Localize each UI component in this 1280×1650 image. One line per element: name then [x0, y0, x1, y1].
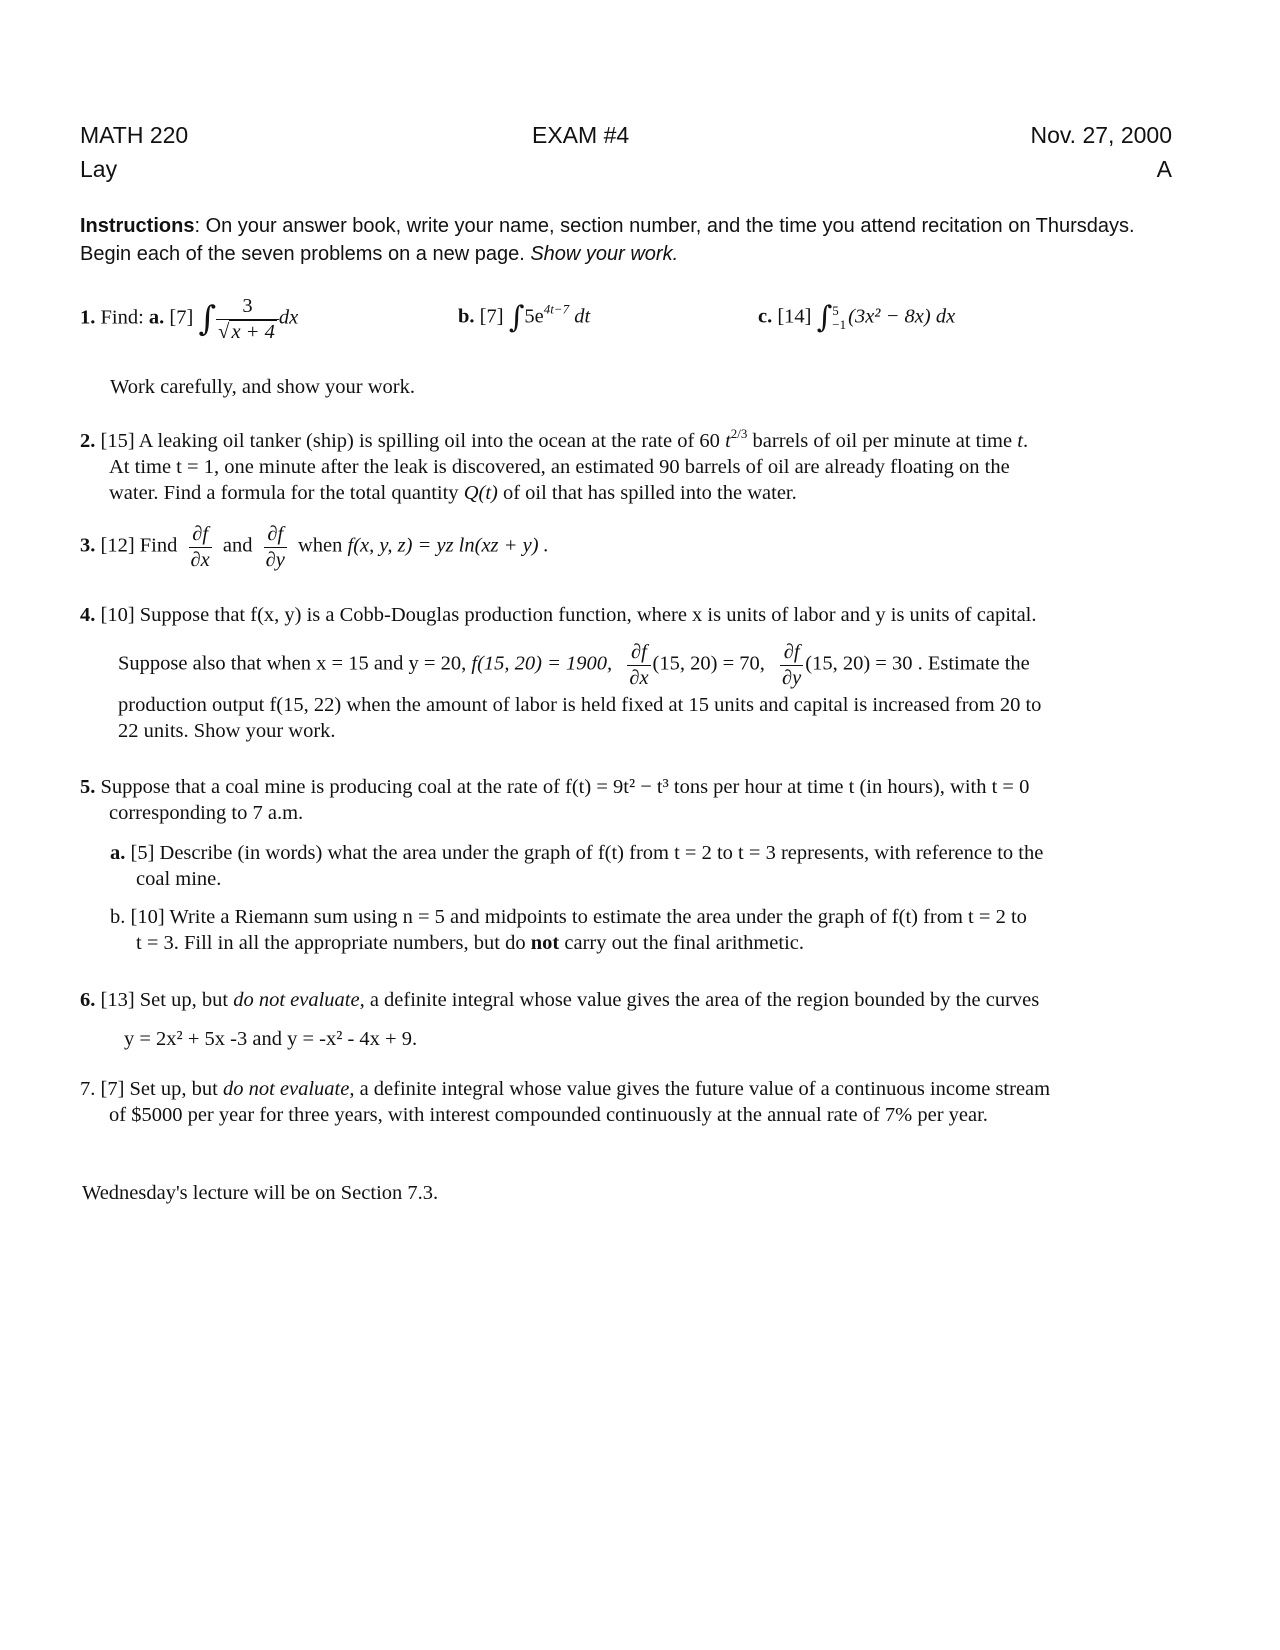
problem-1 [80, 296, 298, 342]
upper-limit: 5 [832, 303, 839, 318]
fraction-denominator [216, 320, 279, 343]
problem-text: t = 3. Fill in all the appropriate numbers, but do [136, 932, 526, 954]
problem-text: Write a Riemann sum using n = 5 and midpoints to estimate the area under the graph of f(t) from t = 2 to [169, 906, 1027, 928]
part-b-label: b. [458, 305, 475, 328]
part-a-points: [7] [169, 306, 194, 329]
problem-text: barrels of oil per minute at time [752, 430, 1013, 452]
problem-text: when [297, 534, 343, 557]
exam-title: EXAM #4 [532, 122, 630, 148]
integral-sign: ∫ [198, 299, 217, 339]
partial-derivative: $\frac{\partial f}{\partial x}$ [629, 641, 649, 689]
integrand: (3x² − 8x) dx [848, 305, 956, 328]
problem-7-line-2: of $5000 per year for three years, with interest compounded continuously at the annual rate of 7% per year. [109, 1104, 988, 1126]
problem-1-note: Work carefully, and show your work. [110, 376, 416, 398]
exam-version: A [1156, 156, 1172, 182]
problem-number: 4. [80, 604, 96, 626]
sqrt-symbol: √x + 4 [218, 320, 275, 343]
instructions-label: Instructions [80, 215, 195, 237]
problem-text: a definite integral whose value gives the area of the region bounded by the curves [369, 989, 1040, 1011]
part-c-points: [14] [777, 305, 812, 328]
problem-text: A leaking oil tanker (ship) is spilling oil into the ocean at the rate of 60 [138, 430, 720, 452]
lower-limit: −1 [832, 317, 847, 332]
part-a-label: a. [110, 842, 126, 864]
problem-6-curves: y = 2x² + 5x -3 and y = -x² - 4x + 9. [124, 1028, 418, 1050]
part-c-label: c. [758, 305, 773, 328]
problem-points: [10] [100, 604, 135, 626]
differential: dx [278, 306, 299, 329]
problem-2 [80, 428, 1200, 506]
problem-4-line-2 [118, 642, 1030, 688]
problem-text: and [222, 534, 253, 557]
problem-2-line-2: At time t = 1, one minute after the leak is discovered, an estimated 90 barrels of oil are already floating on the [109, 456, 1010, 478]
emphasis-text: do not evaluate, [233, 989, 365, 1011]
problem-text: Set up, but [139, 989, 229, 1011]
partial-derivative: $\frac{\partial f}{\partial y}$ [782, 641, 802, 689]
problem-1-lead: Find: [100, 306, 144, 329]
problem-number: 2. [80, 430, 96, 452]
problem-1-part-b [458, 300, 591, 335]
rate-variable: t [725, 430, 731, 452]
emphasis-text: do not evaluate, [222, 1078, 355, 1100]
problem-4-line-4: 22 units. Show your work. [118, 720, 336, 742]
part-a-line-1 [110, 840, 1200, 866]
problem-points: [15] [100, 430, 135, 452]
problem-5 [80, 774, 1200, 826]
rate-exponent: 2/3 [730, 426, 748, 441]
problem-number: 5. [80, 776, 96, 798]
exponent: 4t−7 [543, 301, 570, 317]
problem-points: [12] [100, 534, 135, 557]
problem-text: Suppose that f(x, y) is a Cobb-Douglas production function, where x is units of labor and y is units of capital. [139, 604, 1037, 626]
instructions [80, 212, 1190, 268]
problem-4 [80, 602, 1037, 628]
problem-text: Suppose also that when x = 15 and y = 20, [118, 652, 467, 675]
partial-derivative: $\frac{\partial f}{\partial x}$ [190, 523, 210, 571]
problem-text: Estimate the [927, 652, 1030, 675]
instructions-text: : On your answer book, write your name, section number, and the time you attend recitation on Thursdays. Begin each of the seven problems on a new page. [80, 215, 1135, 265]
problem-text: carry out the final arithmetic. [564, 932, 804, 954]
problem-3 [80, 524, 549, 570]
problem-text: a definite integral whose value gives the future value of a continuous income stream [359, 1078, 1051, 1100]
differential: dt [574, 305, 591, 328]
footer-note: Wednesday's lecture will be on Section 7.3. [82, 1182, 439, 1204]
problem-number: 1. [80, 306, 96, 329]
function-definition: f(x, y, z) = yz ln(xz + y) . [347, 534, 549, 557]
problem-text: of oil that has spilled into the water. [502, 482, 797, 504]
course-title: MATH 220 [80, 122, 189, 148]
problem-text: Describe (in words) what the area under the graph of f(t) from t = 2 to t = 3 represents, with reference to the [159, 842, 1044, 864]
partial-derivative: $\frac{\partial f}{\partial y}$ [265, 523, 285, 571]
problem-number: 3. [80, 534, 96, 557]
problem-7 [80, 1076, 1200, 1128]
problem-points: [7] [100, 1078, 125, 1100]
problem-points: [13] [100, 989, 135, 1011]
partial-x-value: (15, 20) = 70, [652, 652, 765, 675]
problem-2-line-1: 2. [15] A leaking oil tanker (ship) is spilling oil into the ocean at the rate of 60 $t^{2/3}$ barrels of oil per minute at time t. [80, 426, 1029, 452]
emphasis-not: not [530, 932, 560, 954]
part-b-points: [7] [479, 305, 504, 328]
problem-7-line-1 [80, 1076, 1200, 1102]
problem-text: Set up, but [129, 1078, 218, 1100]
instructions-emphasis: Show your work. [530, 243, 679, 265]
exam-date: Nov. 27, 2000 [1030, 122, 1172, 148]
fraction-numerator: 3 [216, 296, 279, 320]
part-a-points: [5] [130, 842, 155, 864]
quantity-function: Q(t) [463, 482, 498, 504]
integral-sign: ∫ [816, 300, 833, 335]
problem-5-line-1 [80, 774, 1200, 800]
integral-sign: ∫ [508, 300, 525, 335]
problem-text: water. Find a formula for the total quantity [109, 482, 459, 504]
problem-2-line-3 [80, 480, 1200, 506]
problem-text: Find [139, 534, 178, 557]
part-b-line-2 [110, 930, 1200, 956]
part-b-line-1 [110, 904, 1200, 930]
part-b-label: b. [110, 906, 126, 928]
problem-5-part-b [110, 904, 1200, 956]
problem-number: 7. [80, 1078, 96, 1100]
part-a-line-2: coal mine. [136, 868, 222, 890]
problem-5-line-2: corresponding to 7 a.m. [109, 802, 304, 824]
problem-text: Suppose that a coal mine is producing coal at the rate of f(t) = 9t² − t³ tons per hour at time t (in hours), with t = 0 [100, 776, 1030, 798]
instructor-name: Lay [80, 156, 118, 182]
integral-limits [832, 304, 846, 332]
problem-4-lines-3-4 [118, 692, 1198, 744]
problem-6 [80, 987, 1039, 1013]
problem-4-line-3: production output f(15, 22) when the amount of labor is held fixed at 15 units and capital is increased from 20 to [118, 694, 1042, 716]
problem-number: 6. [80, 989, 96, 1011]
problem-5-part-a [110, 840, 1200, 892]
time-variable: t [1017, 430, 1023, 452]
radicand: x + 4 [231, 320, 275, 343]
partial-y-value: (15, 20) = 30 . [805, 652, 923, 675]
problem-1-part-c [758, 300, 956, 335]
function-value: f(15, 20) = 1900, [471, 652, 613, 675]
fraction [216, 296, 279, 342]
exp-base: 5e [524, 305, 544, 328]
part-b-points: [10] [130, 906, 165, 928]
part-a-label: a. [148, 306, 165, 329]
